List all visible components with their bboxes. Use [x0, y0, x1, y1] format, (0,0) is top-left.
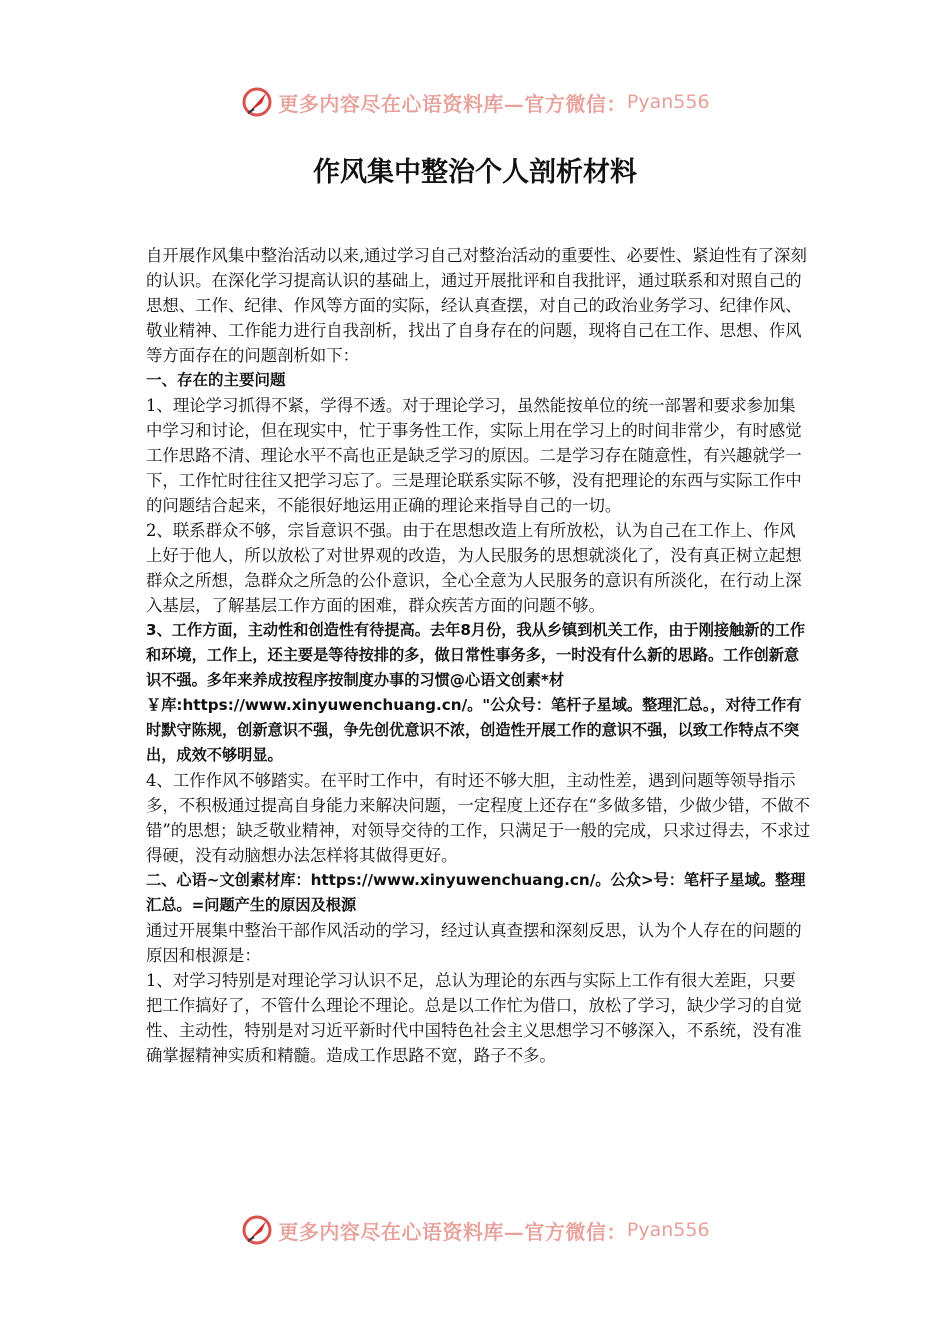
banner-brand: Pyan556 — [626, 1219, 710, 1241]
banner-text: 更多内容尽在心语资料库—官方微信： — [278, 1219, 627, 1244]
paragraph-item-4: 4、工作作风不够踏实。在平时工作中，有时还不够大胆，主动性差，遇到问题等领导指示多，不积极通过提高自身能力来解决问题，一定程度上还存在“多做多错，少做少错，不做不错”的思想；缺乏敬业精神，对领导交待的工作，只满足于一般的完成，只求过得去，不求过得硬，没有动脑想办法怎样将其做得更好。 — [146, 771, 811, 865]
cause-intro-paragraph: 通过开展集中整治干部作风活动的学习，经过认真查摆和深刻反思，认为个人存在的问题的原因和根源是： — [146, 921, 802, 965]
section-heading-2: 二、心语~文创素材库：https://www.xinyuwenchuang.cn/。公众>号：笔杆子星域。整理汇总。=问题产生的原因及根源 — [146, 871, 806, 914]
document-title: 作风集中整治个人剖析材料 — [313, 157, 637, 188]
banner-brand: Pyan556 — [626, 91, 710, 113]
paragraph-item-1: 1、理论学习抓得不紧，学得不透。对于理论学习，虽然能按单位的统一部署和要求参加集中学习和讨论，但在现实中，忙于事务性工作，实际上用在学习上的时间非常少，有时感觉工作思路不清、理论水平不高也正是缺乏学习的原因。二是学习存在随意性，有兴趣就学一下，工作忙时往往又把学习忘了。三是理论联系实际不够，没有把理论的东西与实际工作中的问题结合起来，不能很好地运用正确的理论来指导自己的一切。 — [146, 396, 802, 515]
quill-logo-icon — [240, 85, 274, 119]
banner-text: 更多内容尽在心语资料库—官方微信： — [278, 91, 627, 116]
cause-item-1: 1、对学习特别是对理论学习认识不足，总认为理论的东西与实际上工作有很大差距，只要把工作搞好了，不管什么理论不理论。总是以工作忙为借口，放松了学习，缺少学习的自觉性、主动性，特别是对习近平新时代中国特色社会主义思想学习不够深入，不系统，没有准确掌握精神实质和精髓。造成工作思路不宽，路子不多。 — [146, 971, 802, 1065]
section-heading-1: 一、存在的主要问题 — [146, 371, 286, 389]
paragraph-item-2: 2、联系群众不够，宗旨意识不强。由于在思想改造上有所放松，认为自己在工作上、作风上好于他人，所以放松了对世界观的改造，为人民服务的思想就淡化了，没有真正树立起想群众之所想，急群众之所急的公仆意识，全心全意为人民服务的意识有所淡化，在行动上深入基层，了解基层工作方面的困难，群众疾苦方面的问题不够。 — [146, 521, 802, 615]
footer-watermark-banner — [0, 1210, 950, 1250]
quill-logo-icon — [240, 1213, 274, 1247]
header-watermark-banner — [0, 82, 950, 122]
paragraph-item-3: 3、工作方面，主动性和创造性有待提高。去年8月份，我从乡镇到机关工作，由于刚接触新的工作和环境，工作上，还主要是等待按排的多，做日常性事务多，一时没有什么新的思路。工作创新意识不强。多年来养成按程序按制度办事的习惯@心语文创素*材￥库:https://www.xinyuwenchuang.cn/。"公众号：笔杆子星域。整理汇总。，对待工作有时默守陈规，创新意识不强，争先创优意识不浓，创造性开展工作的意识不强，以致工作特点不突出，成效不够明显。 — [146, 621, 806, 764]
document-body — [146, 243, 810, 1068]
intro-paragraph: 自开展作风集中整治活动以来,通过学习自己对整治活动的重要性、必要性、紧迫性有了深刻的认识。在深化学习提高认识的基础上，通过开展批评和自我批评，通过联系和对照自己的思想、工作、纪律、作风等方面的实际，经认真查摆，对自己的政治业务学习、纪律作风、敬业精神、工作能力进行自我剖析，找出了自身存在的问题，现将自己在工作、思想、作风等方面存在的问题剖析如下： — [146, 246, 807, 365]
